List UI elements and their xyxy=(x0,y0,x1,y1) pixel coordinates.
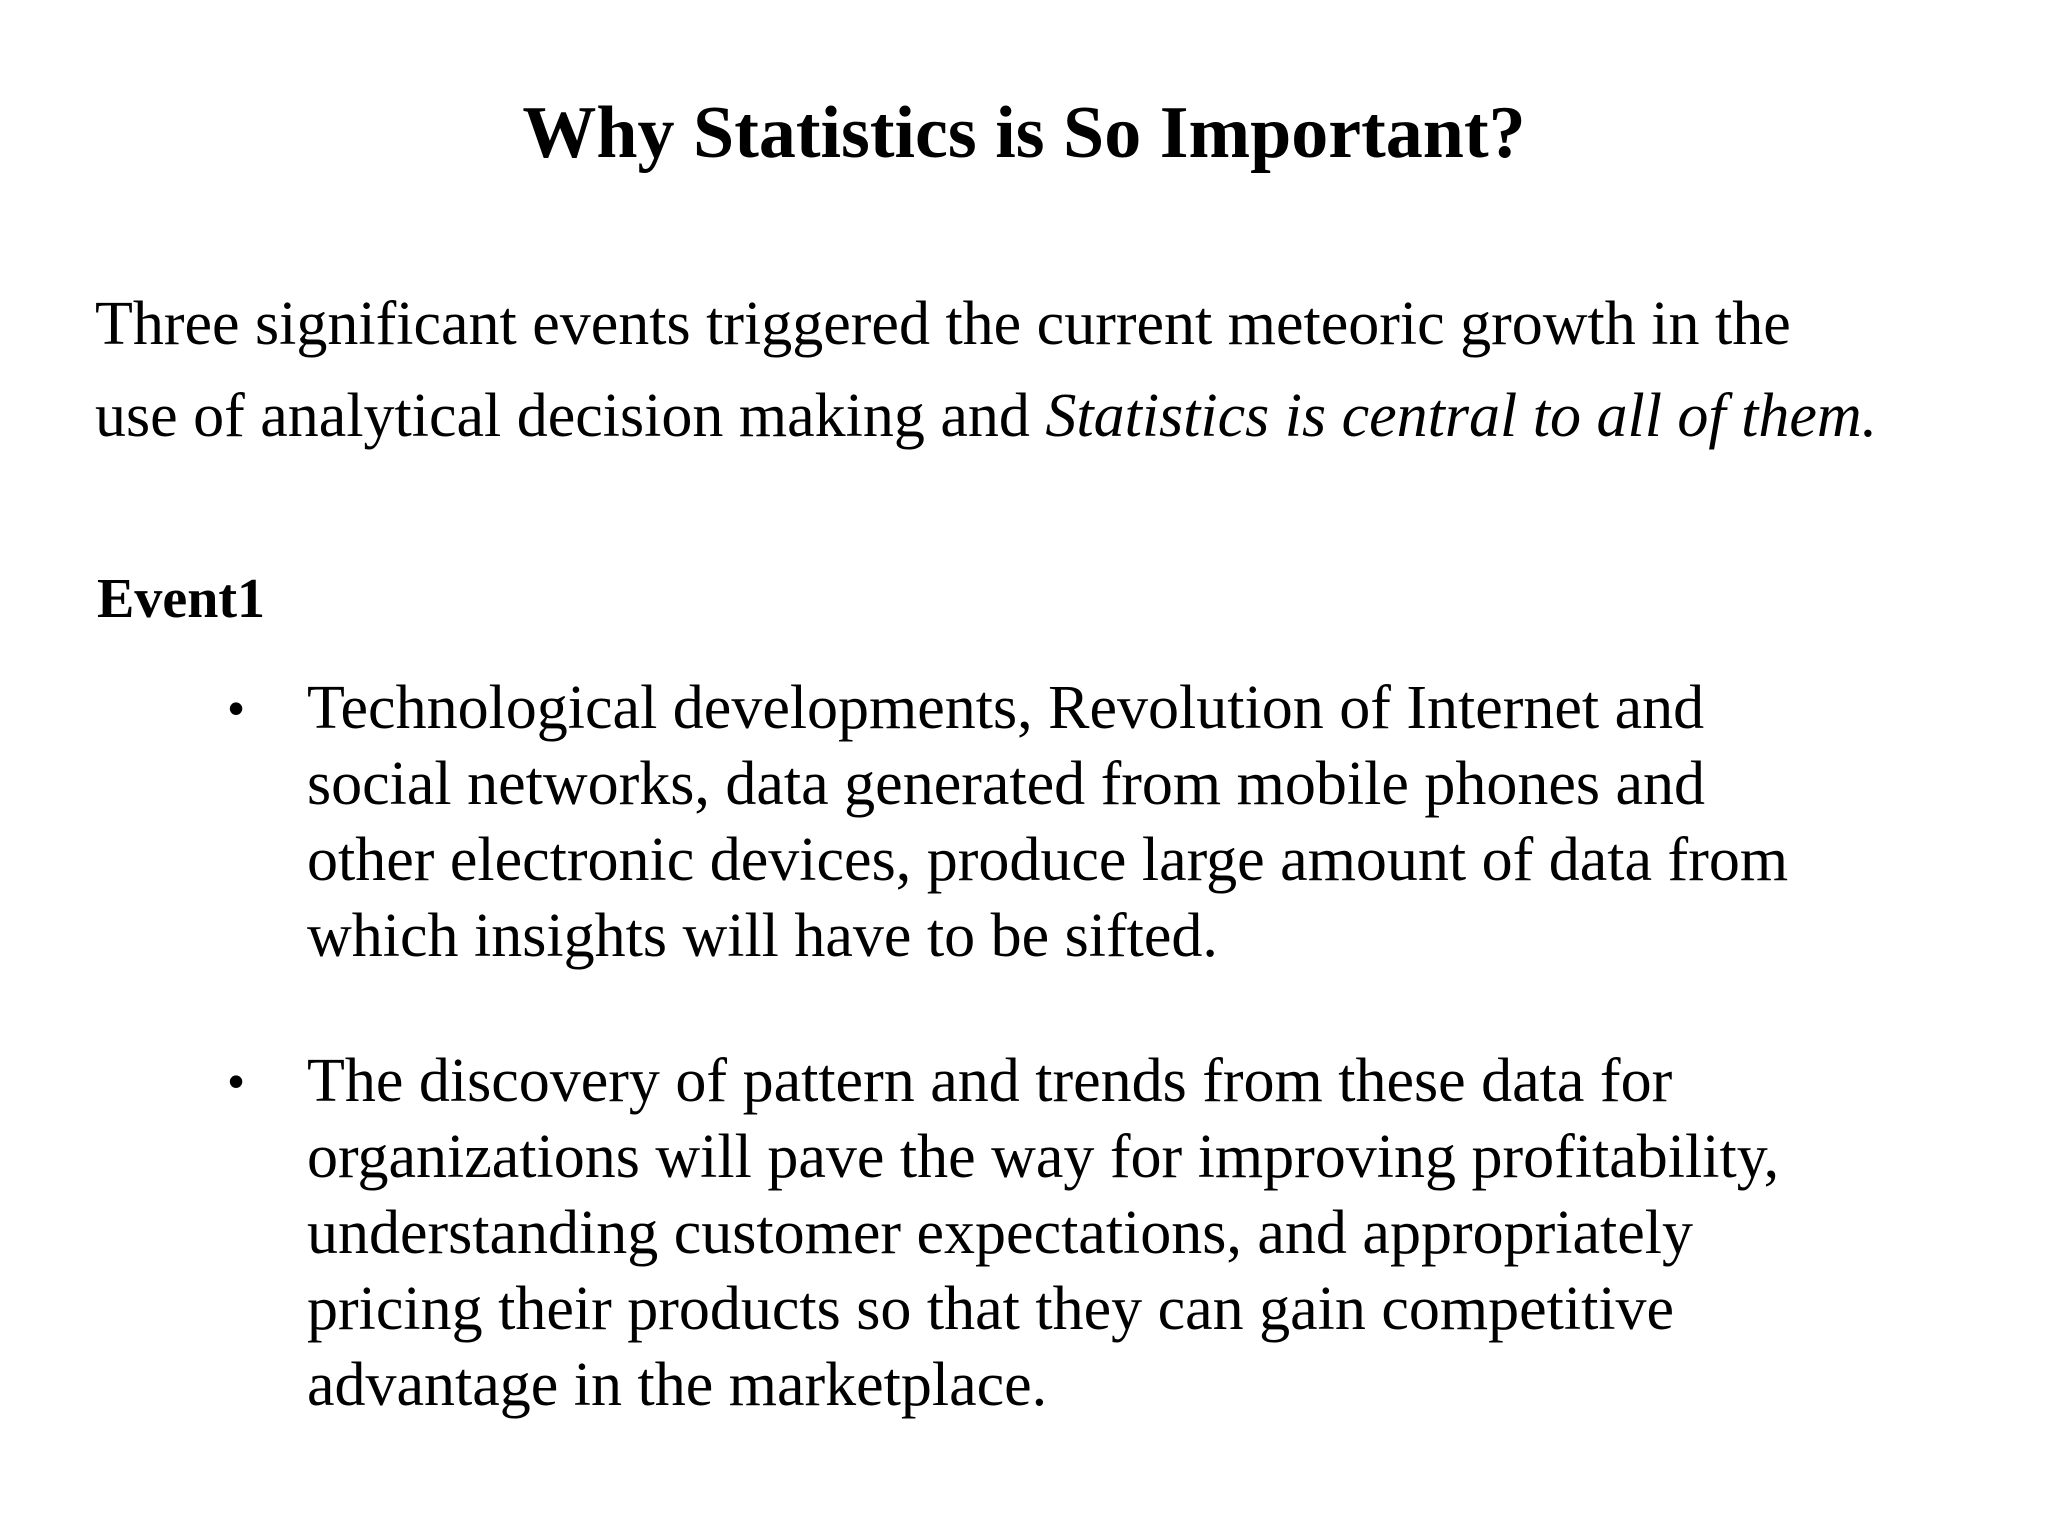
bullet-line: understanding customer expectations, and appropriately xyxy=(307,1199,1693,1267)
bullet-line: advantage in the marketplace. xyxy=(307,1351,1048,1419)
intro-line-1: Three significant events triggered the current meteoric growth in the xyxy=(95,290,1791,358)
bullet-line: organizations will pave the way for improving profitability, xyxy=(307,1123,1780,1191)
intro-line-2-emphasis: Statistics is central to all of them. xyxy=(1045,382,1878,450)
bullet-line: which insights will have to be sifted. xyxy=(307,902,1218,970)
bullet-icon: • xyxy=(228,1055,245,1107)
bullet-text xyxy=(307,1043,2027,1423)
bullet-line: social networks, data generated from mobile phones and xyxy=(307,750,1705,818)
bullet-line: other electronic devices, produce large amount of data from xyxy=(307,826,1789,894)
bullet-line: Technological developments, Revolution of Internet and xyxy=(307,674,1705,742)
intro-line-2-plain: use of analytical decision making and xyxy=(95,382,1046,450)
intro-paragraph xyxy=(95,278,2035,462)
bullet-text xyxy=(307,670,2027,974)
bullet-line: pricing their products so that they can gain competitive xyxy=(307,1275,1675,1343)
bullet-icon: • xyxy=(228,682,245,734)
intro-line-2 xyxy=(95,370,2035,462)
slide-title: Why Statistics is So Important? xyxy=(522,92,1526,174)
bullet-line: The discovery of pattern and trends from these data for xyxy=(307,1047,1673,1115)
event-heading: Event1 xyxy=(97,568,265,630)
